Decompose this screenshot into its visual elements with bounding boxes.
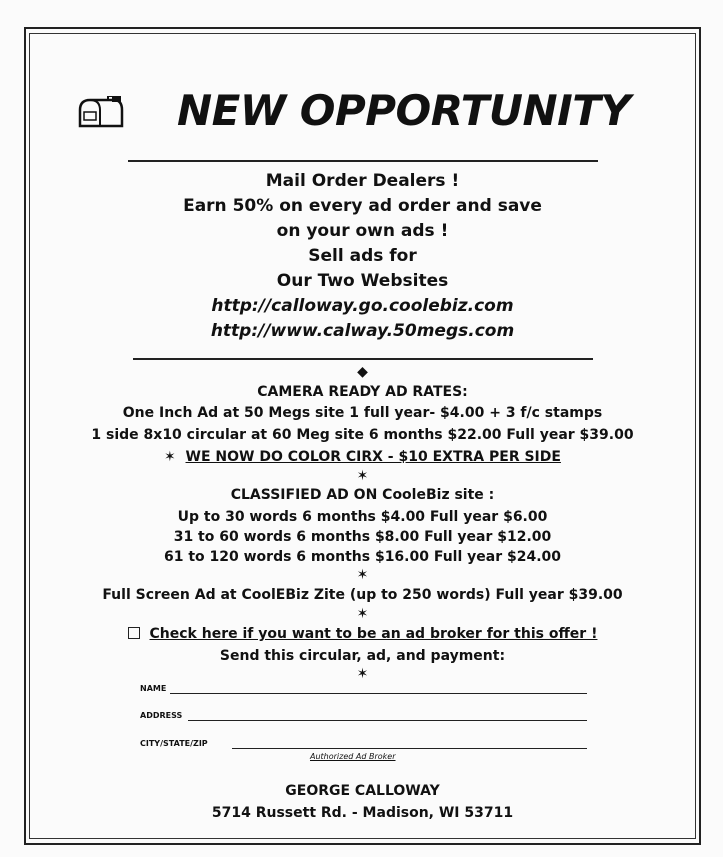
- classified-row-2: 31 to 60 words 6 months $8.00 Full year $12.00: [173, 529, 552, 545]
- color-offer: [29, 449, 696, 465]
- star-icon: ✶: [356, 468, 369, 484]
- classified-row-1: Up to 30 words 6 months $4.00 Full year $6.00: [177, 509, 548, 525]
- star-icon: ✶: [356, 666, 369, 682]
- broker-check-line: [29, 626, 696, 642]
- middle-divider: [133, 358, 593, 360]
- color-offer-text: WE NOW DO COLOR CIRX - $10 EXTRA PER SIDE: [185, 449, 561, 465]
- intro-line-5: Our Two Websites: [276, 271, 449, 291]
- headline: NEW OPPORTUNITY: [177, 86, 631, 135]
- intro-line-4: Sell ads for: [308, 246, 417, 266]
- fullscreen-ad: Full Screen Ad at CoolEBiz Zite (up to 250 words) Full year $39.00: [102, 587, 623, 603]
- intro-line-1: Mail Order Dealers !: [265, 171, 460, 191]
- rates-line-1: One Inch Ad at 50 Megs site 1 full year- $4.00 + 3 f/c stamps: [122, 405, 603, 421]
- rates-title: CAMERA READY AD RATES:: [257, 384, 468, 400]
- website-url-1: http://calloway.go.coolebiz.com: [211, 296, 514, 316]
- intro-line-3: on your own ads !: [276, 221, 449, 241]
- send-line: Send this circular, ad, and payment:: [219, 648, 506, 664]
- top-divider: [128, 160, 598, 162]
- rates-line-2: 1 side 8x10 circular at 60 Meg site 6 months $22.00 Full year $39.00: [91, 427, 634, 443]
- contact-name: GEORGE CALLOWAY: [285, 783, 440, 799]
- intro-line-2: Earn 50% on every ad order and save: [183, 196, 542, 216]
- classified-title: CLASSIFIED AD ON CooleBiz site :: [230, 487, 495, 503]
- broker-checkbox[interactable]: [128, 627, 140, 639]
- name-field[interactable]: [170, 693, 587, 694]
- contact-address: 5714 Russett Rd. - Madison, WI 53711: [211, 805, 514, 821]
- star-icon: ✶: [356, 567, 369, 583]
- address-field[interactable]: [188, 720, 587, 721]
- star-icon: ✶: [356, 606, 369, 622]
- broker-caption: Authorized Ad Broker: [310, 752, 396, 761]
- classified-row-3: 61 to 120 words 6 months $16.00 Full year $24.00: [163, 549, 562, 565]
- broker-check-text: Check here if you want to be an ad broker for this offer !: [149, 626, 598, 642]
- name-label: NAME: [140, 684, 167, 693]
- mailbox-icon: [76, 96, 134, 130]
- address-label: ADDRESS: [140, 711, 183, 720]
- website-url-2: http://www.calway.50megs.com: [210, 321, 515, 341]
- city-state-zip-field[interactable]: [232, 748, 587, 749]
- diamond-icon: ◆: [357, 364, 368, 380]
- star-icon: ✶: [164, 449, 176, 465]
- city-state-zip-label: CITY/STATE/ZIP: [140, 739, 208, 748]
